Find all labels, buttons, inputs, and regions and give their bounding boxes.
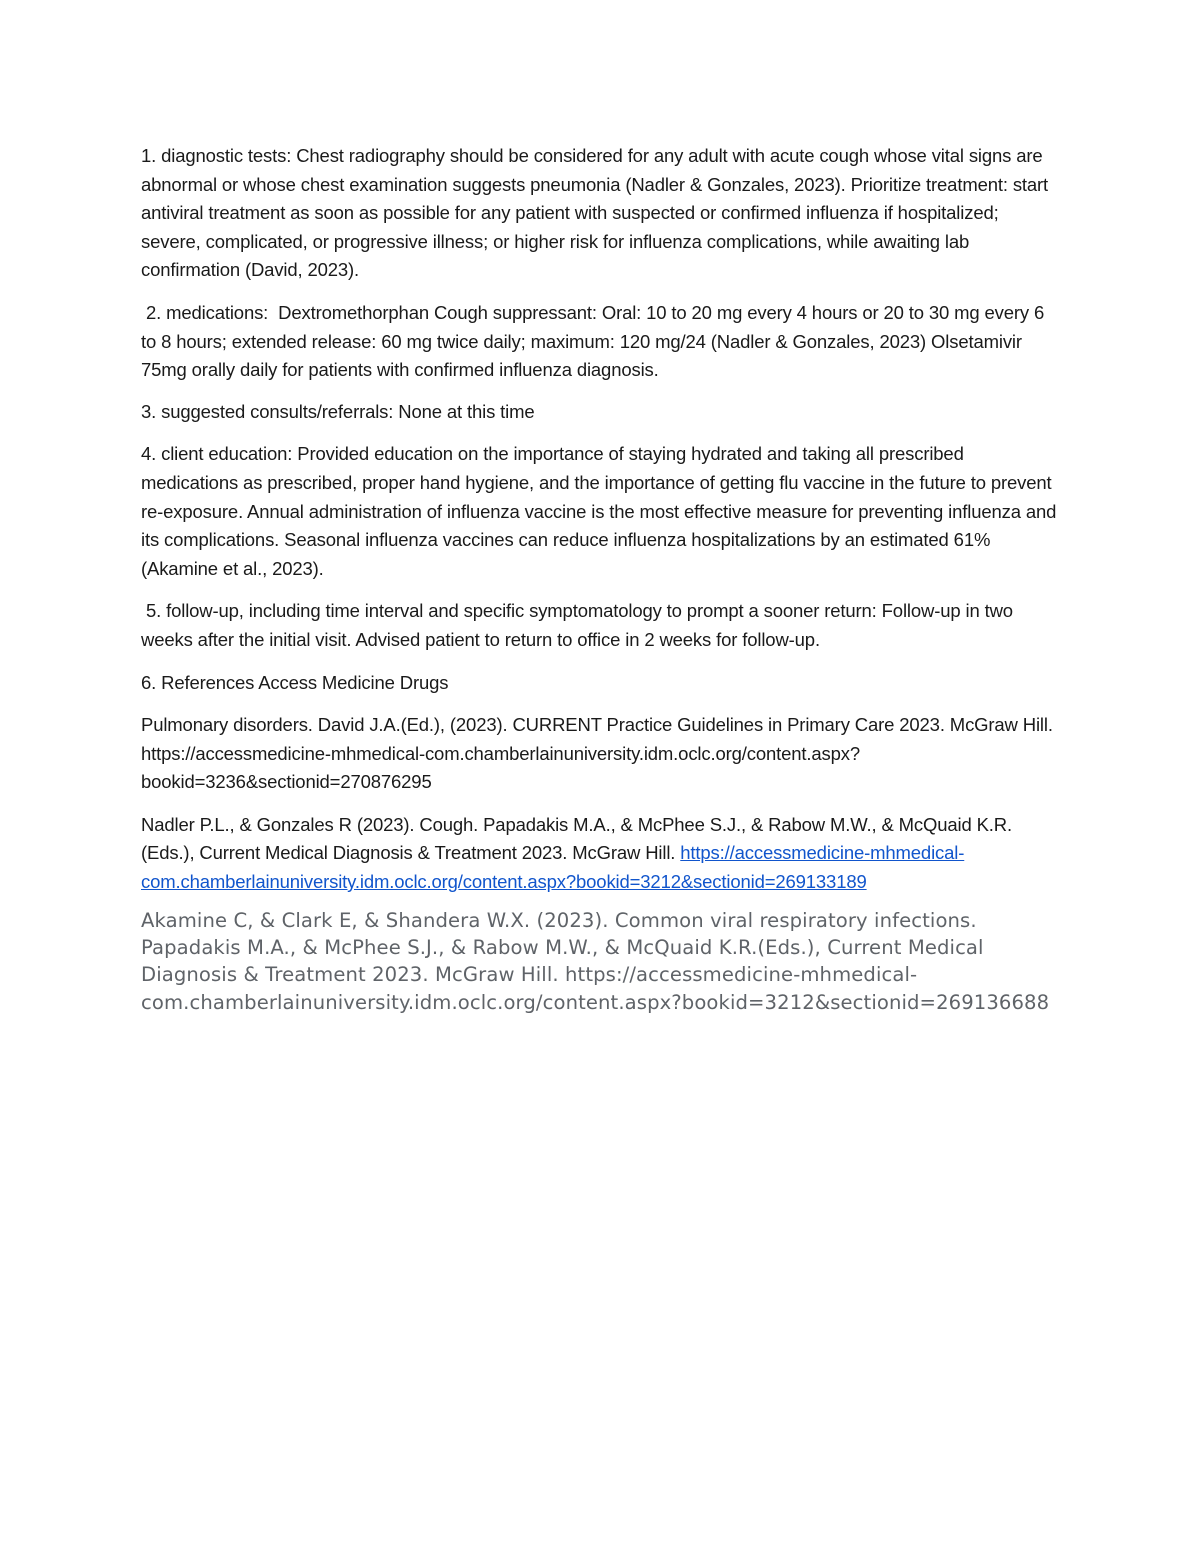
diagnostic-tests-paragraph: 1. diagnostic tests: Chest radiography should be considered for any adult with acute cough whose vital signs are abnormal or whose chest examination suggests pneumonia (Nadler & Gonzales, 2023). Prioritize treatment: start antiviral treatment as soon as possible for any patient with suspected or confirmed influenza if hospitalized; severe, complicated, or progressive illness; or higher risk for influenza complications, while awaiting lab confirmation (David, 2023). — [141, 145, 1054, 281]
follow-up-paragraph: 5. follow-up, including time interval and specific symptomatology to prompt a sooner return: Follow-up in two weeks after the initial visit. Advised patient to return to office in 2 weeks for follow-up. — [141, 600, 1018, 650]
reference-nadler — [141, 811, 1061, 897]
reference-akamine: Akamine C, & Clark E, & Shandera W.X. (2023). Common viral respiratory infections. Papadakis M.A., & McPhee S.J., & Rabow M.W., & McQuaid K.R.(Eds.), Current Medical Diagnosis & Treatment 2023. McGraw Hill. https://accessmedicine-mhmedical-com.chamberlainuniversity.idm.oclc.org/content.aspx?bookid=3212&sectionid=269136688 — [141, 908, 1050, 1014]
reference-nadler-text: Nadler P.L., & Gonzales R (2023). Cough. Papadakis M.A., & McPhee S.J., & Rabow M.W., & McQuaid K.R. (Eds.), Current Medical Diagnosis & Treatment 2023. McGraw Hill. — [141, 813, 1017, 864]
reference-david: Pulmonary disorders. David J.A.(Ed.), (2023). CURRENT Practice Guidelines in Primary Care 2023. McGraw Hill. https://accessmedicine-mhmedical-com.chamberlainuniversity.idm.oclc.org/content.aspx?bookid=3236&sectionid=270876295 — [141, 714, 1058, 793]
document-body — [141, 142, 1061, 1016]
consults-referrals-paragraph: 3. suggested consults/referrals: None at this time — [141, 400, 535, 422]
client-education-paragraph: 4. client education: Provided education on the importance of staying hydrated and taking all prescribed medications as prescribed, proper hand hygiene, and the importance of getting flu vaccine in the future to prevent re-exposure. Annual administration of influenza vaccine is the most effective measure for preventing influenza and its complications. Seasonal influenza vaccines can reduce influenza hospitalizations by an estimated 61% (Akamine et al., 2023). — [141, 443, 1062, 579]
references-heading: 6. References Access Medicine Drugs — [141, 671, 449, 693]
reference-nadler-link[interactable]: https://accessmedicine-mhmedical-com.chamberlainuniversity.idm.oclc.org/content.aspx?bookid=3212&sectionid=269133189 — [141, 842, 965, 893]
medications-paragraph: 2. medications: Dextromethorphan Cough suppressant: Oral: 10 to 20 mg every 4 hours or 20 to 30 mg every 6 to 8 hours; extended release: 60 mg twice daily; maximum: 120 mg/24 (Nadler & Gonzales, 2023) Olsetamivir 75mg orally daily for patients with confirmed influenza diagnosis. — [141, 301, 1050, 381]
